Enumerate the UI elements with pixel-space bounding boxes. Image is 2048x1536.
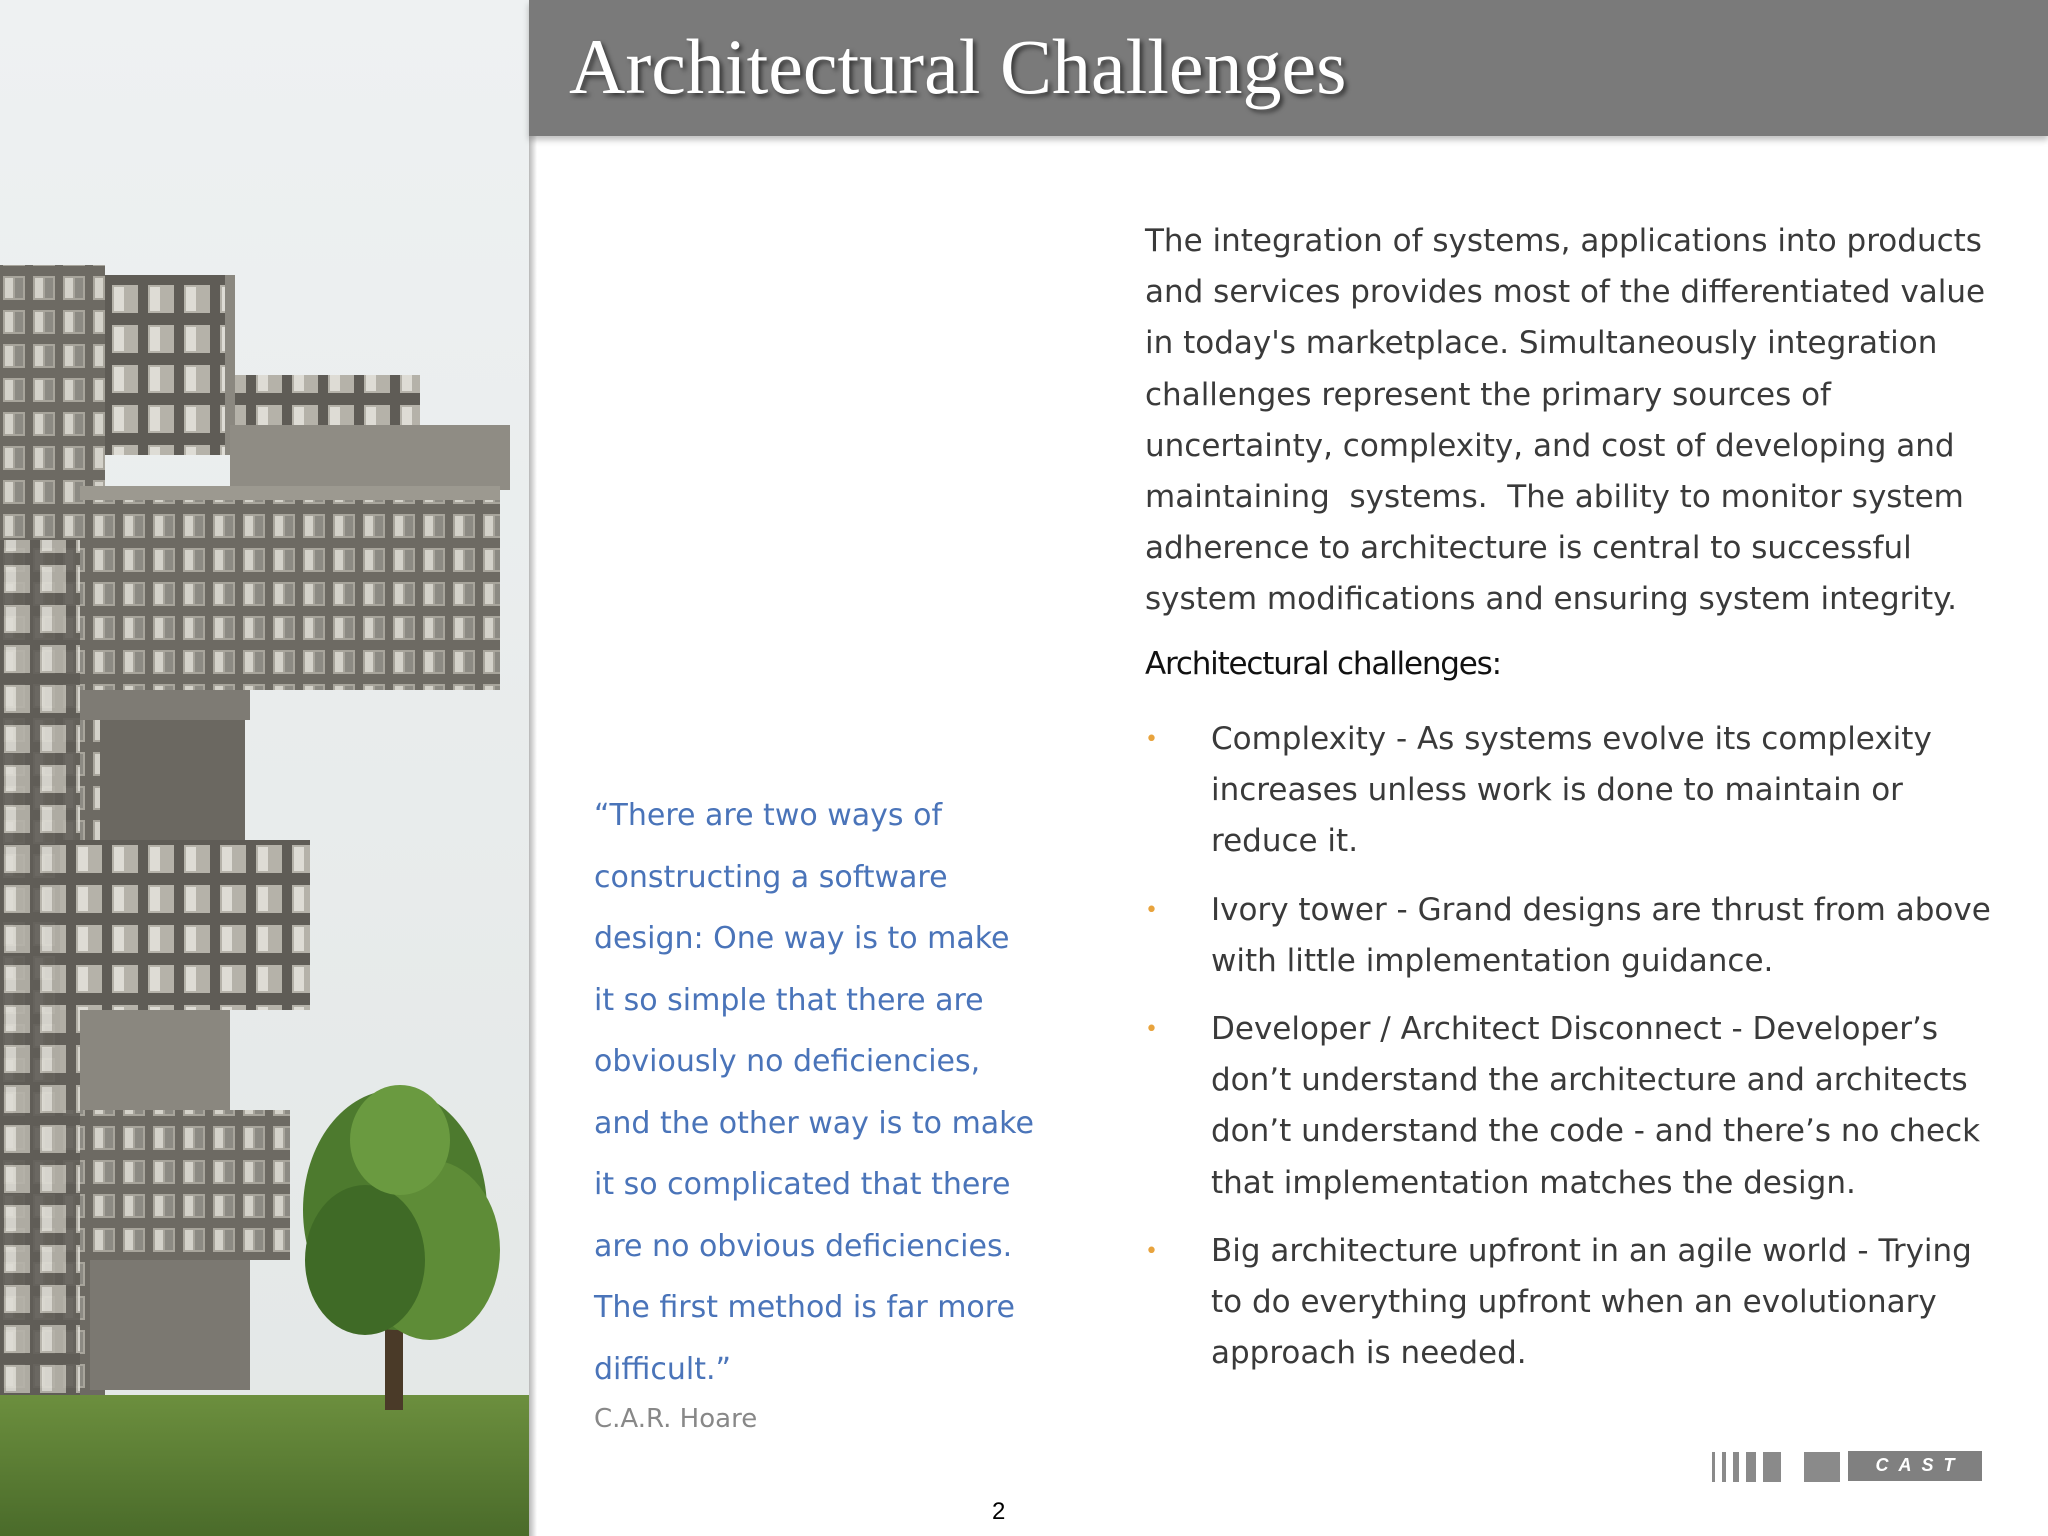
cast-logo <box>1712 1450 1982 1484</box>
intro-line: challenges represent the primary sources of <box>1145 376 1831 413</box>
list-item-line: approach is needed. <box>1211 1335 1527 1372</box>
slide-title: Architectural Challenges <box>569 23 1347 110</box>
intro-line: uncertainty, complexity, and cost of developing and <box>1145 427 1955 464</box>
list-item-line: don’t understand the code - and there’s no check <box>1211 1113 1981 1150</box>
quote-line: and the other way is to make <box>594 1105 1034 1141</box>
logo-text: CAST <box>1875 1455 1965 1475</box>
quote-author: C.A.R. Hoare <box>594 1404 758 1434</box>
list-item-line: that implementation matches the design. <box>1211 1164 1856 1201</box>
intro-line: and services provides most of the differentiated value <box>1145 274 1986 311</box>
photo-edge-shadow <box>529 0 537 1536</box>
title-bar <box>529 0 2048 136</box>
list-item-line: with little implementation guidance. <box>1211 943 1774 980</box>
intro-line: maintaining systems. The ability to monitor system <box>1145 479 1964 516</box>
list-item-line: to do everything upfront when an evolutionary <box>1211 1284 1937 1321</box>
list-item-line: Developer / Architect Disconnect - Developer’s <box>1211 1011 1938 1047</box>
quote-line: constructing a software <box>594 859 948 895</box>
page-number: 2 <box>992 1498 1006 1525</box>
list-item-line: Complexity - As systems evolve its complexity <box>1211 721 1932 757</box>
list-item-line: increases unless work is done to maintain or <box>1211 772 1903 809</box>
list-item-line: reduce it. <box>1211 823 1359 860</box>
list-item-line: don’t understand the architecture and architects <box>1211 1062 1968 1099</box>
list-item-line: Ivory tower - Grand designs are thrust from above <box>1211 892 1991 928</box>
list-item-line: Big architecture upfront in an agile world - Trying <box>1211 1233 1972 1269</box>
quote <box>594 785 1034 1400</box>
intro-line: The integration of systems, applications into products <box>1145 223 1982 259</box>
building-photo <box>0 0 529 1536</box>
quote-line: it so simple that there are <box>594 982 984 1018</box>
intro-paragraph <box>1145 216 1985 626</box>
intro-line: adherence to architecture is central to successful <box>1145 530 1912 567</box>
bullet-dot-icon: • <box>1145 1017 1158 1042</box>
intro-line: system modifications and ensuring system integrity. <box>1145 581 1957 618</box>
intro-line: in today's marketplace. Simultaneously integration <box>1145 325 1938 362</box>
bullet-dot-icon: • <box>1145 898 1158 923</box>
quote-line: difficult.” <box>594 1351 732 1387</box>
quote-line: The first method is far more <box>594 1290 1015 1325</box>
bullet-dot-icon: • <box>1145 727 1158 752</box>
quote-line: obviously no deficiencies, <box>594 1044 981 1079</box>
quote-line: it so complicated that there <box>594 1167 1011 1202</box>
quote-line: design: One way is to make <box>594 921 1010 956</box>
challenges-heading: Architectural challenges: <box>1145 646 1501 682</box>
logo-wordmark <box>1848 1451 1982 1481</box>
quote-line: “There are two ways of <box>594 798 943 833</box>
quote-line: are no obvious deficiencies. <box>594 1228 1013 1264</box>
bullet-dot-icon: • <box>1145 1239 1158 1264</box>
logo-bars-icon <box>1712 1450 1848 1484</box>
